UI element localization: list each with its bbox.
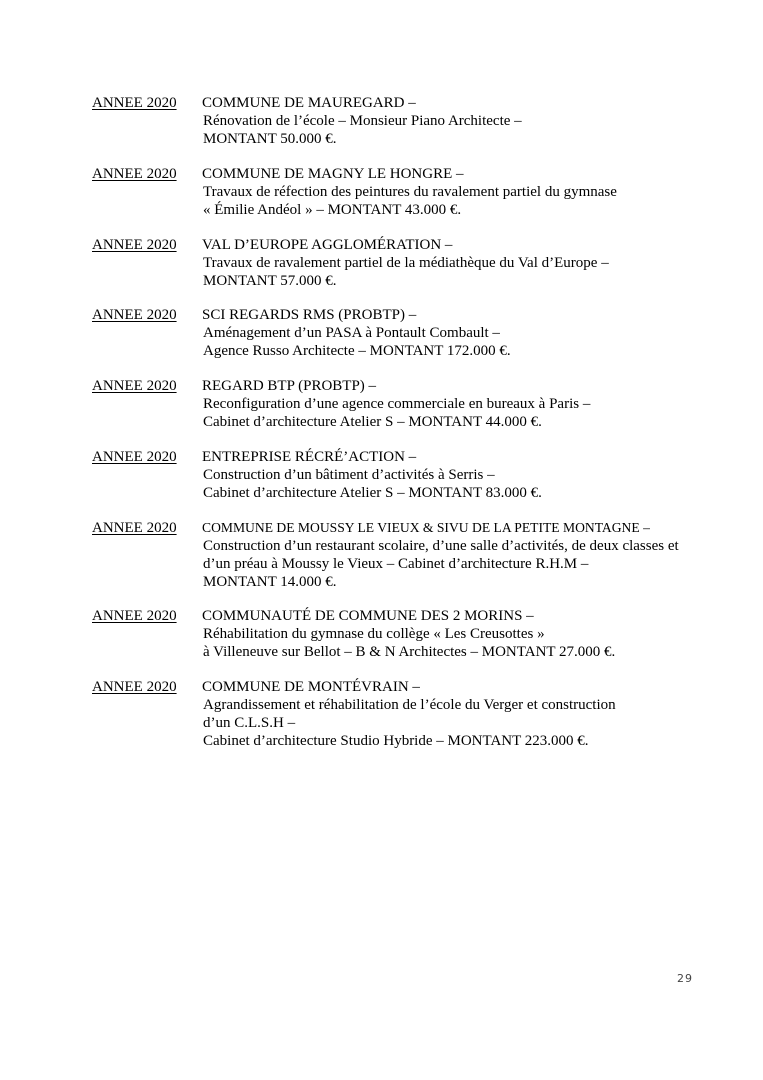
entry-title: VAL D’EUROPE AGGLOMÉRATION – <box>202 237 453 253</box>
entry-title: ENTREPRISE RÉCRÉ’ACTION – <box>202 449 417 465</box>
entry-line: à Villeneuve sur Bellot – B & N Architectes – MONTANT 27.000 €. <box>203 644 616 660</box>
entry-line: MONTANT 50.000 €. <box>203 131 337 147</box>
entry-line: Cabinet d’architecture Atelier S – MONTANT 44.000 €. <box>203 414 542 430</box>
entry-year: ANNEE 2020 <box>92 237 177 253</box>
entry-year: ANNEE 2020 <box>92 378 177 394</box>
entry-year: ANNEE 2020 <box>92 608 177 624</box>
entry-description <box>203 625 615 661</box>
entry-year: ANNEE 2020 <box>92 449 177 465</box>
page-number: 29 <box>677 972 693 985</box>
entry-description <box>203 696 616 750</box>
entry-line: Aménagement d’un PASA à Pontault Combault – <box>203 325 500 341</box>
entry-line: « Émilie Andéol » – MONTANT 43.000 €. <box>203 202 462 218</box>
entry-description <box>203 183 617 219</box>
entry-title: COMMUNE DE MOUSSY LE VIEUX & SIVU DE LA PETITE MONTAGNE – <box>202 520 650 535</box>
entry-title: SCI REGARDS RMS (PROBTP) – <box>202 307 417 323</box>
entry-description <box>203 466 542 502</box>
entry-line: Construction d’un restaurant scolaire, d’une salle d’activités, de deux classes et <box>203 538 679 554</box>
entry-line: MONTANT 57.000 €. <box>203 273 337 289</box>
entry-description <box>203 112 522 148</box>
entry-line: Cabinet d’architecture Studio Hybride – MONTANT 223.000 €. <box>203 733 589 749</box>
entry-year: ANNEE 2020 <box>92 307 177 323</box>
entry-description <box>203 537 679 591</box>
entry-line: Réhabilitation du gymnase du collège « Les Creusottes » <box>203 626 545 642</box>
entry-line: Rénovation de l’école – Monsieur Piano Architecte – <box>203 113 522 129</box>
entry-description <box>203 324 511 360</box>
entry-line: Construction d’un bâtiment d’activités à Serris – <box>203 467 495 483</box>
entry-line: d’un préau à Moussy le Vieux – Cabinet d’architecture R.H.M – <box>203 556 589 572</box>
entry-title: COMMUNE DE MAGNY LE HONGRE – <box>202 166 464 182</box>
entry-line: Travaux de réfection des peintures du ravalement partiel du gymnase <box>203 184 617 200</box>
entry-line: Reconfiguration d’une agence commerciale en bureaux à Paris – <box>203 396 591 412</box>
entry-line: Cabinet d’architecture Atelier S – MONTANT 83.000 €. <box>203 485 542 501</box>
entry-year: ANNEE 2020 <box>92 679 177 695</box>
entry-line: MONTANT 14.000 €. <box>203 574 337 590</box>
entry-line: Agence Russo Architecte – MONTANT 172.000 €. <box>203 343 511 359</box>
entry-title: COMMUNE DE MAUREGARD – <box>202 95 416 111</box>
entry-line: Travaux de ravalement partiel de la médiathèque du Val d’Europe – <box>203 255 609 271</box>
entry-year: ANNEE 2020 <box>92 520 177 536</box>
entry-year: ANNEE 2020 <box>92 95 177 111</box>
entry-line: Agrandissement et réhabilitation de l’école du Verger et construction <box>203 697 616 713</box>
entry-line: d’un C.L.S.H – <box>203 715 296 731</box>
entry-title: COMMUNE DE MONTÉVRAIN – <box>202 679 420 695</box>
entry-title: COMMUNAUTÉ DE COMMUNE DES 2 MORINS – <box>202 608 534 624</box>
entry-title: REGARD BTP (PROBTP) – <box>202 378 377 394</box>
entry-description <box>203 254 609 290</box>
entry-description <box>203 395 590 431</box>
entry-year: ANNEE 2020 <box>92 166 177 182</box>
